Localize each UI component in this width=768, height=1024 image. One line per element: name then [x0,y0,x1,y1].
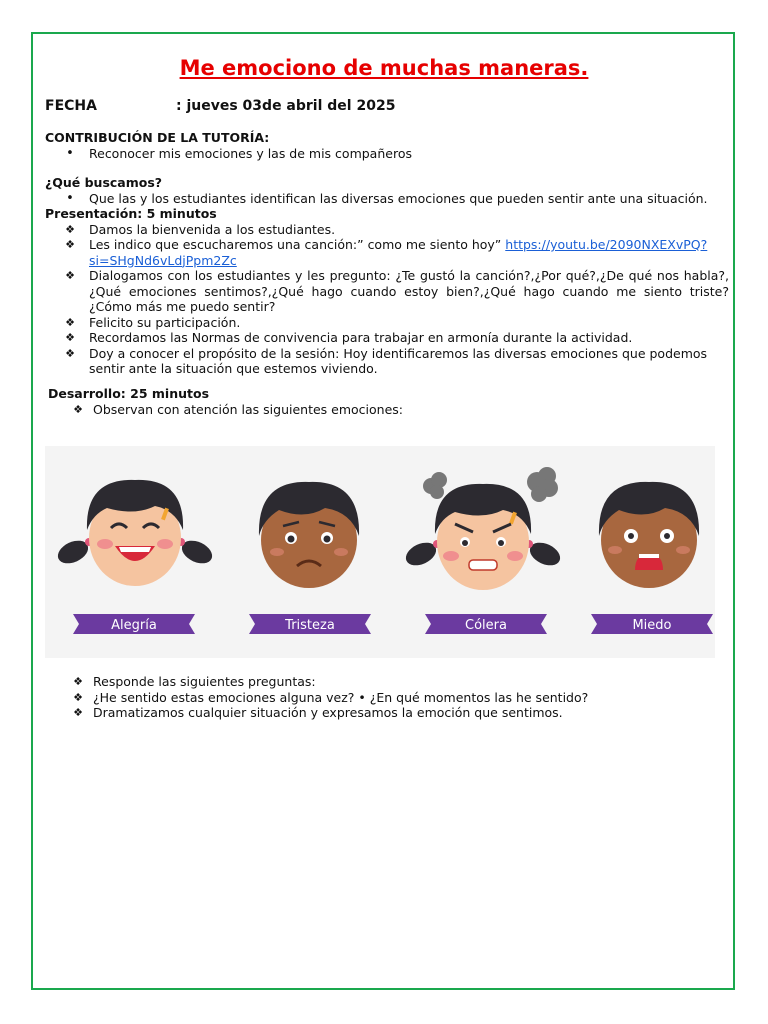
presentacion-heading: Presentación: 5 minutos [45,206,217,221]
list-item: ❖ Responde las siguientes preguntas: [45,674,729,690]
emotion-banner-miedo [591,614,713,634]
sadness-face-icon [259,482,359,588]
list-item: • Que las y los estudiantes identifican las diversas emociones que pueden sentir ante una situación. [45,191,729,207]
list-item: ❖ Damos la bienvenida a los estudiantes. [45,222,729,238]
list-item: ❖ Les indico que escucharemos una canción:” como me siento hoy” https://youtu.be/2090NXEXvPQ?si=SHgNd6vLdjPpm2Zc [45,237,729,268]
diamond-bullet-icon: ❖ [65,238,75,251]
fecha-label: FECHA [45,98,97,114]
diamond-bullet-icon: ❖ [65,269,75,282]
diamond-bullet-icon: ❖ [65,222,75,236]
desarrollo-section [45,386,729,417]
fecha-value: : jueves 03de abril del 2025 [176,98,396,114]
presentacion-section [45,206,729,377]
emotion-label: Miedo [632,618,672,633]
que-buscamos-section [45,175,729,206]
diamond-bullet-icon: ❖ [65,346,75,360]
preguntas-section [45,674,729,721]
diamond-bullet-icon: ❖ [73,706,83,719]
fear-face-icon [599,482,699,588]
emotions-svg [45,446,715,658]
list-item: ❖ Doy a conocer el propósito de la sesión: Hoy identificaremos las diversas emociones que podemos sentir ante la situación que estemos viviendo. [45,346,729,377]
list-item: ❖ Recordamos las Normas de convivencia para trabajar en armonía durante la actividad. [45,330,729,346]
diamond-bullet-icon: ❖ [73,675,83,688]
contribucion-heading: CONTRIBUCIÓN DE LA TUTORÍA: [45,130,270,145]
joy-face-icon [54,480,215,586]
diamond-bullet-icon: ❖ [65,331,75,344]
song-link[interactable]: https://youtu.be/2090NXEXvPQ?si=SHgNd6vLdjPpm2Zc [89,237,708,268]
emotion-label: Tristeza [285,618,335,633]
list-item: ❖ Observan con atención las siguientes emociones: [45,402,729,418]
diamond-bullet-icon: ❖ [73,402,83,416]
emotion-banner-colera [425,614,547,634]
diamond-bullet-icon: ❖ [65,315,75,329]
list-item: ❖ ¿He sentido estas emociones alguna vez? • ¿En qué momentos las he sentido? [45,690,729,706]
fecha-row [45,98,396,114]
list-item: • Reconocer mis emociones y las de mis compañeros [45,146,729,162]
emotions-illustration [45,446,715,658]
page-title: Me emociono de muchas maneras. [179,56,589,80]
emotion-banner-alegria [73,614,195,634]
list-item: ❖ Dialogamos con los estudiantes y les pregunto: ¿Te gustó la canción?,¿Por qué?,¿De qué nos habla?, ¿Qué emociones sentimos?,¿Qué hago cuando estoy bien?,¿Qué hago cuando me siento triste? ¿Cómo más me puedo sentir? [45,268,729,315]
contribucion-section [45,130,729,161]
bullet-icon: • [66,190,74,206]
emotion-label: Alegría [111,618,157,633]
emotion-label: Cólera [465,618,507,633]
que-buscamos-heading: ¿Qué buscamos? [45,175,163,190]
anger-face-icon [402,467,563,590]
emotion-banner-tristeza [249,614,371,634]
bullet-icon: • [66,145,74,161]
diamond-bullet-icon: ❖ [73,690,83,704]
list-item: ❖ Felicito su participación. [45,315,729,331]
desarrollo-heading: Desarrollo: 25 minutos [48,386,210,401]
list-item: ❖ Dramatizamos cualquier situación y expresamos la emoción que sentimos. [45,705,729,721]
